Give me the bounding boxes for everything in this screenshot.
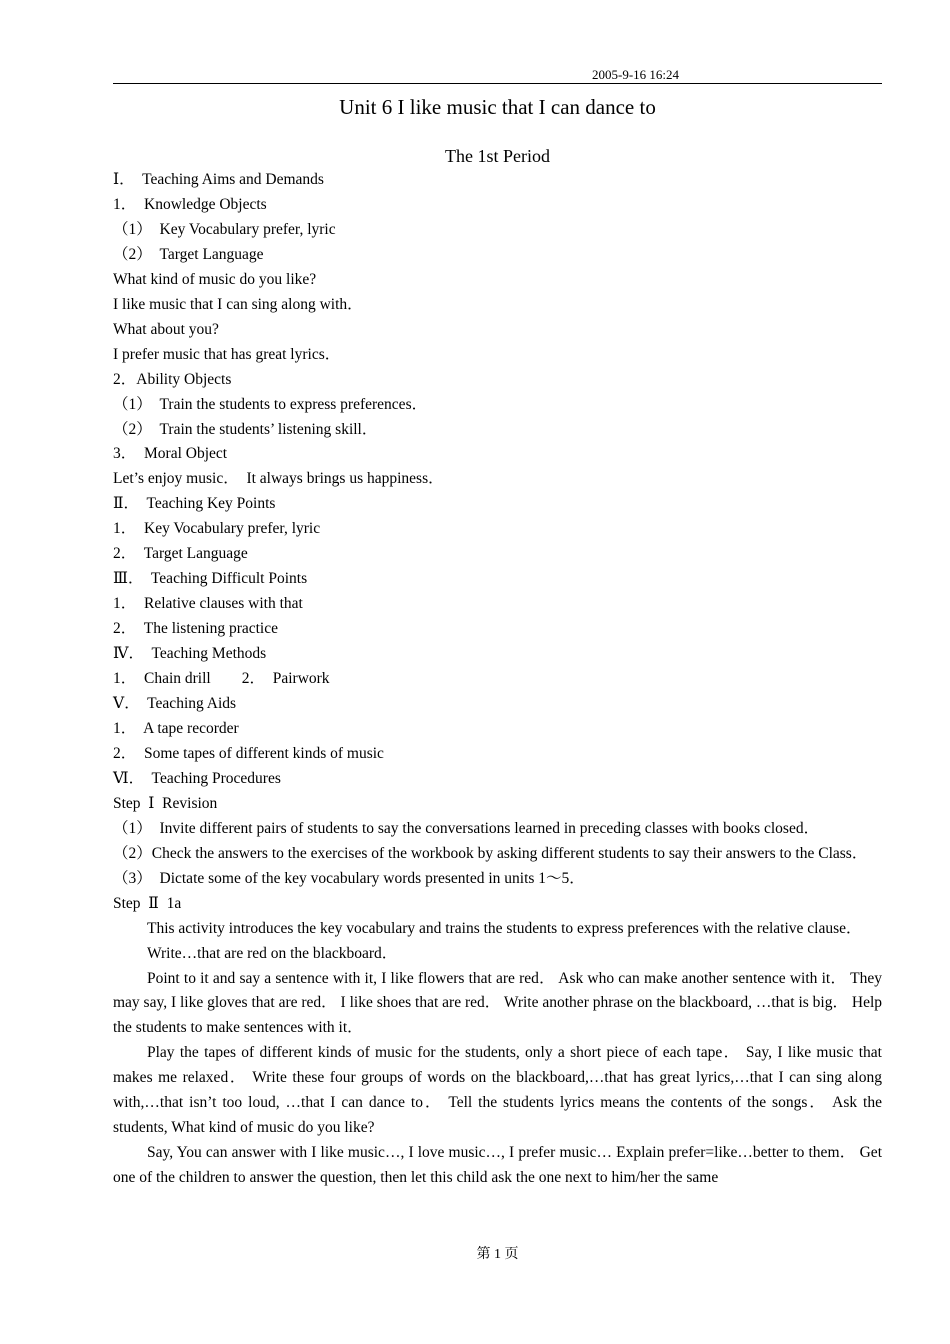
list-item: 1． Knowledge Objects	[113, 195, 267, 213]
section-heading-aims: Ⅰ． Teaching Aims and Demands	[113, 171, 324, 188]
section-heading-methods: Ⅳ． Teaching Methods	[113, 645, 267, 663]
list-item: 1． A tape recorder	[113, 719, 239, 737]
list-item: （2） Train the students’ listening skill．	[113, 420, 378, 438]
section-heading-procedures: Ⅵ． Teaching Procedures	[113, 769, 281, 787]
moral-text: Let’s enjoy music． It always brings us happiness．	[113, 470, 444, 488]
document-title: Unit 6 I like music that I can dance to	[339, 95, 656, 119]
period-title: The 1st Period	[445, 146, 550, 166]
list-item: 1． Chain drill 2． Pairwork	[113, 670, 330, 688]
list-item: （2） Target Language	[113, 245, 264, 263]
paragraph: Say, You can answer with I like music…, I love music…, I prefer music… Explain prefer=like…better to them． Get one of the children to answer the question, then let this child ask the one next to him/her the same	[113, 1144, 882, 1187]
list-item: 1． Relative clauses with that	[113, 595, 303, 613]
example-sentence: I like music that I can sing along with．	[113, 295, 363, 313]
paragraph: Point to it and say a sentence with it, I like flowers that are red． Ask who can make another sentence with it． They may say, I like gloves that are red． I like shoes that are red． Write another phrase on the blackboard, …that is big． Help the students to make sentences with it．	[113, 969, 882, 1037]
step-heading: Step Ⅱ 1a	[113, 894, 182, 912]
list-item: （2）Check the answers to the exercises of the workbook by asking different students to say their answers to the Class．	[113, 844, 868, 862]
header-rule	[113, 83, 882, 84]
page-number: 第 1 页	[476, 1247, 519, 1262]
paragraph: This activity introduces the key vocabulary and trains the students to express preferences with the relative clause．	[147, 919, 862, 937]
list-item: 1． Key Vocabulary prefer, lyric	[113, 520, 321, 538]
section-heading-difficult-points: Ⅲ． Teaching Difficult Points	[113, 570, 308, 588]
example-sentence: What kind of music do you like?	[113, 270, 317, 288]
list-item: 3． Moral Object	[113, 445, 228, 463]
header-timestamp: 2005-9-16 16:24	[592, 67, 680, 82]
list-item: （1） Train the students to express preferences．	[113, 395, 428, 413]
document-body	[113, 168, 882, 1191]
paragraph: Write…that are red on the blackboard．	[147, 944, 398, 962]
list-item: 2． The listening practice	[113, 620, 278, 638]
list-item: （1） Key Vocabulary prefer, lyric	[113, 220, 336, 238]
list-item: （3） Dictate some of the key vocabulary words presented in units 1～5．	[113, 869, 585, 887]
list-item: 2． Some tapes of different kinds of music	[113, 744, 384, 762]
section-heading-aids: Ⅴ． Teaching Aids	[113, 695, 237, 713]
step-heading: Step Ⅰ Revision	[113, 794, 218, 812]
list-item: （1） Invite different pairs of students to say the conversations learned in preceding classes with books closed．	[113, 819, 820, 837]
list-item: 2． Target Language	[113, 545, 248, 563]
paragraph: Play the tapes of different kinds of music for the students, only a short piece of each tape． Say, I like music that makes me relaxed． Write these four groups of words on the blackboard,…that has great lyrics,…that I can sing along with,…that isn’t too loud, …that I can dance to． Tell the students lyrics means the contents of the songs． Ask the students, What kind of music do you like?	[113, 1044, 882, 1137]
example-sentence: What about you?	[113, 320, 219, 338]
section-heading-key-points: Ⅱ． Teaching Key Points	[113, 495, 276, 513]
list-item: 2．Ability Objects	[113, 370, 232, 388]
example-sentence: I prefer music that has great lyrics．	[113, 345, 341, 363]
